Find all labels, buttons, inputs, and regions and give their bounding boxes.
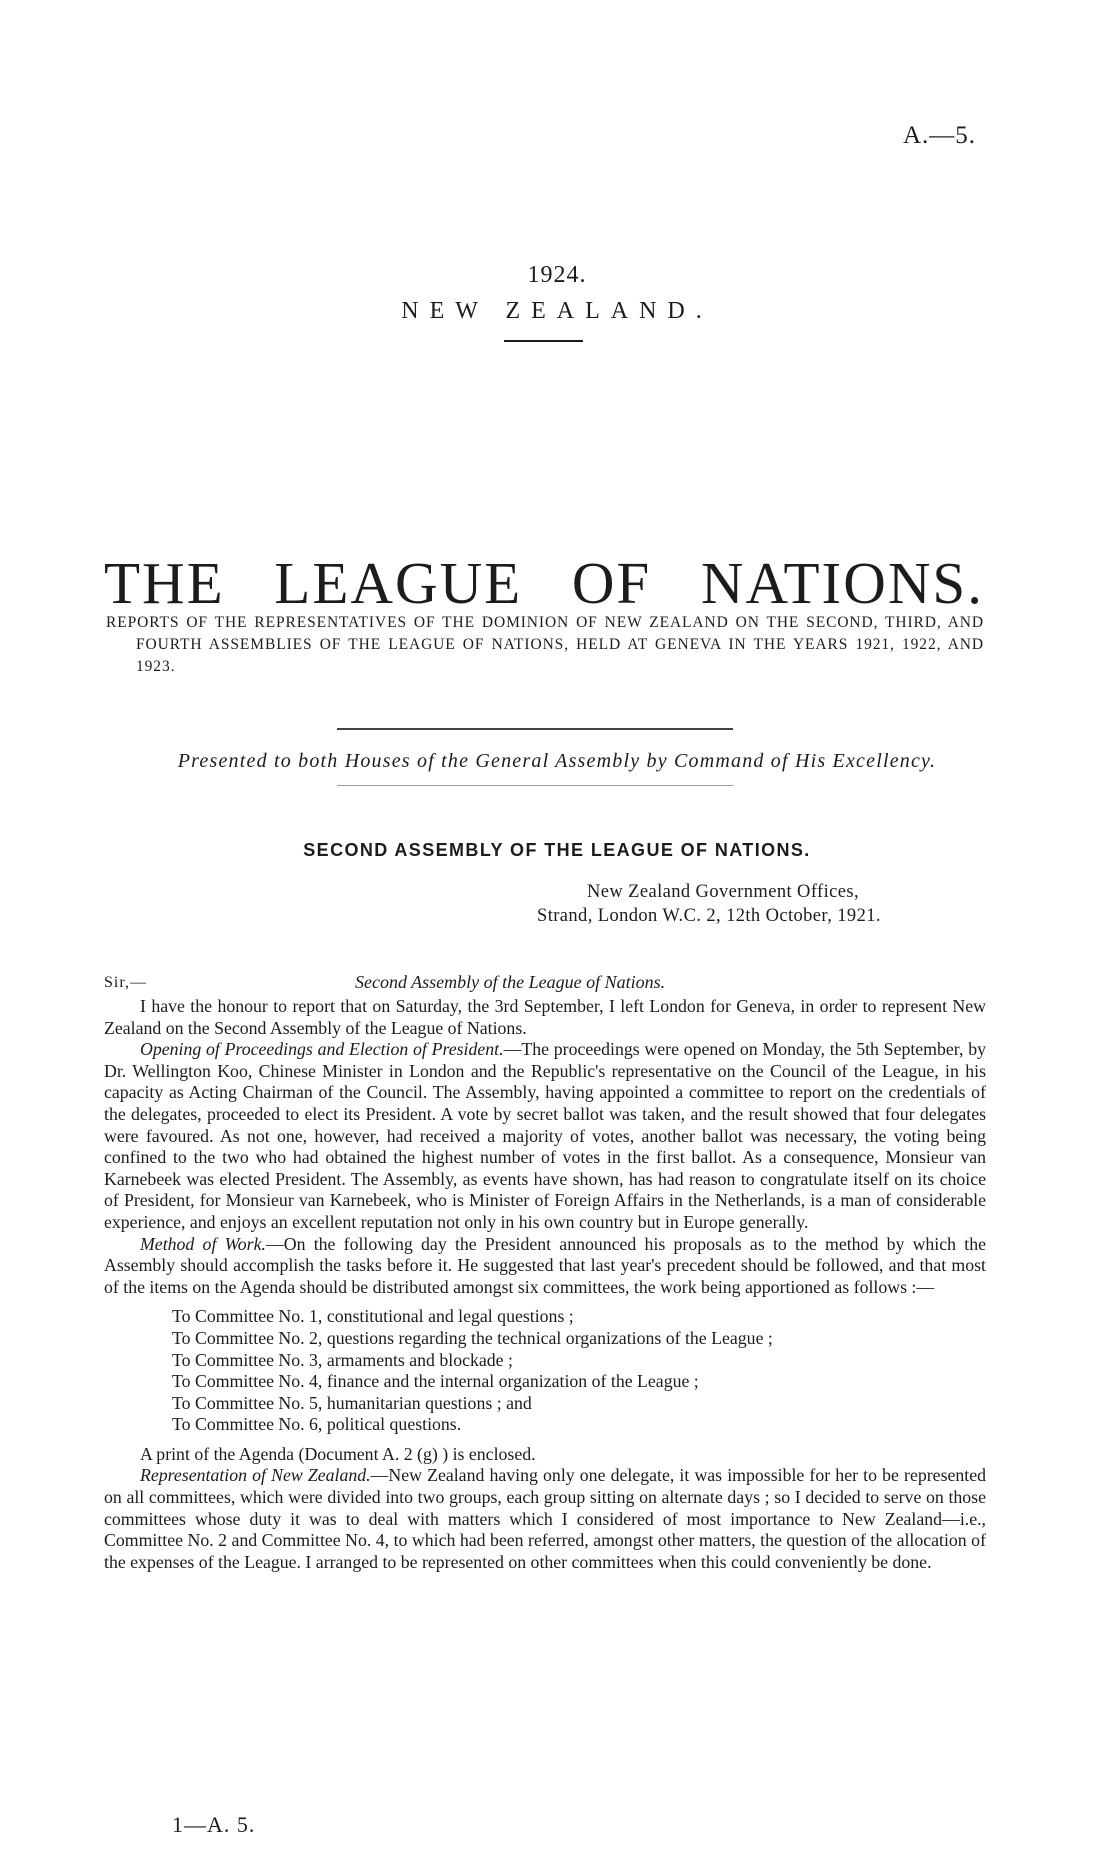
address-line-2: Strand, London W.C. 2, 12th October, 1921. <box>537 906 881 926</box>
subtitle-text: REPORTS OF THE REPRESENTATIVES OF THE DOMINION OF NEW ZEALAND ON THE SECOND, THIRD, AND FOURTH ASSEMBLIES OF THE LEAGUE OF NATIONS, HELD AT GENEVA IN THE YEARS 1921, 1922, AND 1923. <box>106 614 984 675</box>
paragraph-heading: Method of Work. <box>140 1233 266 1254</box>
report-subtitle <box>106 612 984 678</box>
title-word: NATIONS. <box>700 550 984 616</box>
committee-list <box>172 1306 986 1436</box>
paragraph-heading: Representation of New Zealand. <box>140 1465 371 1486</box>
salutation: Sir,— <box>104 974 148 991</box>
subtitle-rule <box>337 728 733 730</box>
list-item: To Committee No. 2, questions regarding the technical organizations of the League ; <box>172 1327 773 1348</box>
paragraph-intro: I have the honour to report that on Saturday, the 3rd September, I left London for Geneva, in order to represent New Zealand on the Second Assembly of the League of Nations. <box>104 996 986 1038</box>
list-item: To Committee No. 5, humanitarian questions ; and <box>172 1392 532 1413</box>
presented-line: Presented to both Houses of the General Assembly by Command of His Excellency. <box>177 750 937 772</box>
presented-rule <box>337 785 733 786</box>
paragraph-agenda: A print of the Agenda (Document A. 2 (g) ) is enclosed. <box>140 1443 536 1464</box>
document-reference: A.—5. <box>902 122 976 149</box>
main-title <box>104 551 984 615</box>
section-heading: SECOND ASSEMBLY OF THE LEAGUE OF NATIONS. <box>303 840 811 860</box>
list-item: To Committee No. 4, finance and the internal organization of the League ; <box>172 1371 699 1392</box>
address-line-1: New Zealand Government Offices, <box>587 882 859 902</box>
country-heading: NEW ZEALAND. <box>401 298 713 324</box>
list-item: To Committee No. 1, constitutional and legal questions ; <box>172 1306 574 1327</box>
list-item: To Committee No. 3, armaments and blockade ; <box>172 1349 513 1370</box>
paragraph-representation <box>104 1465 986 1573</box>
header-rule <box>504 340 583 342</box>
title-word: THE <box>104 550 225 616</box>
paragraph-text: —New Zealand having only one delegate, it was impossible for her to be represented on all committees, which were divided into two groups, each group sitting on alternate days ; so I decided to serve on those committees whose duty it was to deal with matters which I considered of most importance to New Zealand—i.e., Committee No. 2 and Committee No. 4, to which had been referred, amongst other matters, the question of the allocation of the expenses of the League. I arranged to be represented on other committees when this could conveniently be done. <box>104 1465 987 1572</box>
paragraph-text: —On the following day the President announced his proposals as to the method by which the Assembly should accomplish the tasks before it. He suggested that last year's precedent should be followed, and that most of the items on the Agenda should be distributed amongst six committees, the work being apportioned as follows :— <box>104 1233 986 1297</box>
title-word: LEAGUE <box>274 550 523 616</box>
letter-subject: Second Assembly of the League of Nations. <box>355 972 666 992</box>
publication-year: 1924. <box>527 262 587 288</box>
paragraph-opening <box>104 1039 986 1233</box>
letter-body <box>104 996 986 1573</box>
paragraph-heading: Opening of Proceedings and Election of President. <box>140 1039 504 1060</box>
list-item: To Committee No. 6, political questions. <box>172 1414 462 1435</box>
paragraph-method <box>104 1234 986 1299</box>
signature-mark: 1—A. 5. <box>172 1812 256 1837</box>
paragraph-text: —The proceedings were opened on Monday, the 5th September, by Dr. Wellington Koo, Chinese Minister in London and the Republic's representative on the Council of the League, in his capacity as Acting Chairman of the Council. The Assembly, having appointed a committee to report on the credentials of the delegates, proceeded to elect its President. A vote by secret ballot was taken, and the result showed that four delegates were favoured. As not one, however, had received a majority of votes, another ballot was necessary, the voting being confined to the two who had obtained the highest number of votes in the first ballot. As a consequence, Monsieur van Karnebeek was elected President. The Assembly, as events have shown, has had reason to congratulate itself on its choice of President, for Monsieur van Karnebeek, who is Minister of Foreign Affairs in the Netherlands, is a man of considerable experience, and enjoys an excellent reputation not only in his own country but in Europe generally. <box>104 1039 986 1232</box>
title-word: OF <box>571 550 652 616</box>
